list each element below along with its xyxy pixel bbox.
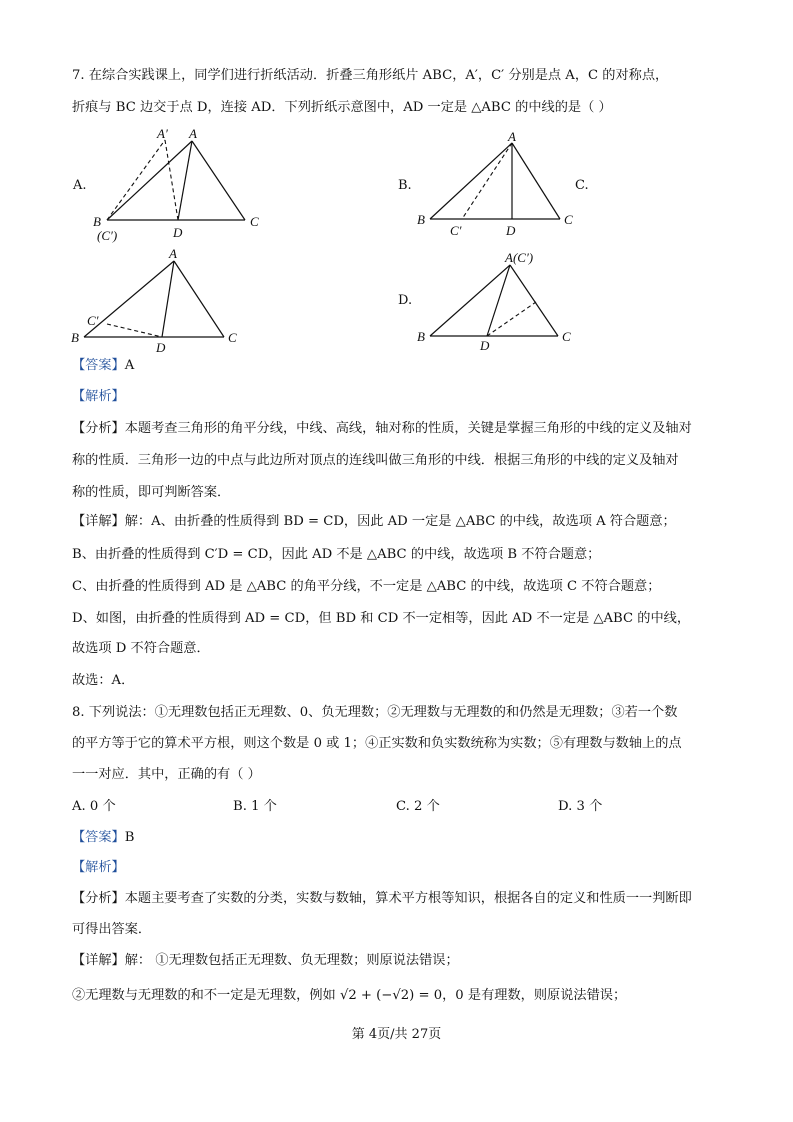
- fig-d-side-ac: [510, 265, 558, 336]
- fig-d-dashed-d-mid: [487, 302, 536, 336]
- q8-answer-tag: 【答案】: [72, 830, 125, 845]
- q7-detail-tag: 【详解】: [72, 514, 125, 529]
- q7-fenxi-line2: 称的性质．三角形一边的中点与此边所对顶点的连线叫做三角形的中线．根据三角形的中线的定义及轴对: [72, 453, 679, 468]
- q8-detail-line1: [72, 951, 459, 971]
- fig-d-label-b: B: [417, 329, 425, 344]
- fig-a-dashed-ba-prime: [107, 140, 165, 220]
- fig-a-label-a-prime: A′: [157, 126, 168, 141]
- figure-a: [85, 122, 275, 247]
- q7-choose: 故选：A．: [72, 673, 135, 688]
- q8-fenxi-text1: 本题主要考查了实数的分类，实数与数轴，算术平方根等知识，根据各自的定义和性质一一判断即: [124, 891, 692, 906]
- q7-stem-line2: 折痕与 BC 边交于点 D，连接 AD．下列折纸示意图中，AD 一定是 △ABC 的中线的是（ ）: [72, 100, 612, 115]
- q8-option-c: C. 2 个: [396, 799, 440, 814]
- q8-analysis-tag-text: 【解析】: [72, 860, 125, 875]
- q7-fenxi-tag: 【分析】: [72, 421, 125, 436]
- q8-fenxi-tag: 【分析】: [72, 891, 125, 906]
- fig-d-label-d: D: [480, 338, 490, 353]
- q7-detail-text1: 解：A、由折叠的性质得到 BD = CD，因此 AD 一定是 △ABC 的中线，故选项 A 符合题意；: [124, 514, 676, 529]
- q7-analysis-tag: [72, 387, 125, 407]
- fig-a-label-c: C: [250, 214, 259, 229]
- fig-b-label-c: C: [564, 212, 573, 227]
- q8-analysis-tag: [72, 858, 125, 878]
- q7-detail-line3: C、由折叠的性质得到 AD 是 △ABC 的角平分线，不一定是 △ABC 的中线，故选项 C 不符合题意；: [72, 579, 661, 594]
- q7-detail-line2: B、由折叠的性质得到 C′D = CD，因此 AD 不是 △ABC 的中线，故选项 B 不符合题意；: [72, 547, 601, 562]
- q8-detail-tag: 【详解】: [72, 953, 125, 968]
- fig-c-side-ac: [174, 261, 224, 337]
- q8-detail-line2: ②无理数与无理数的和不一定是无理数，例如 √2 + (−√2) = 0，0 是有理数，则原说法错误；: [72, 988, 627, 1003]
- fig-b-side-ac: [512, 143, 560, 219]
- q7-option-c-label: C.: [575, 178, 589, 193]
- fig-b-label-b: B: [417, 212, 425, 227]
- q7-detail-line1: [72, 512, 676, 532]
- q7-option-b-label: B.: [398, 178, 412, 193]
- fig-b-label-c-prime: C′: [450, 223, 462, 238]
- q7-analysis-tag-text: 【解析】: [72, 389, 125, 404]
- q7-option-d-label: D.: [398, 293, 413, 308]
- q7-fenxi-line3: 称的性质，即可判断答案．: [72, 485, 231, 500]
- fig-d-label-a-c-prime: A(C′): [505, 250, 534, 265]
- q8-fenxi-line1: [72, 889, 692, 909]
- figure-d: [410, 246, 590, 356]
- fig-c-label-a: A: [169, 246, 177, 261]
- q7-option-a-label: A.: [73, 178, 87, 193]
- q8-option-a: A. 0 个: [72, 799, 116, 814]
- fig-a-dashed-a-prime-d: [165, 140, 178, 220]
- fig-c-label-b: B: [71, 330, 79, 345]
- q8-stem-line3: 一一对应．其中，正确的有（ ）: [72, 767, 261, 782]
- fig-d-label-c: C: [562, 329, 571, 344]
- q7-answer-value: A: [124, 358, 135, 373]
- q7-fenxi-text1: 本题考查三角形的角平分线，中线、高线，轴对称的性质，关键是掌握三角形的中线的定义及轴对: [124, 421, 692, 436]
- fig-c-segment-ad: [162, 261, 174, 337]
- q7-detail-line4: D、如图，由折叠的性质得到 AD = CD，但 BD 和 CD 不一定相等，因此 AD 不一定是 △ABC 的中线，: [72, 611, 691, 626]
- q8-option-b: B. 1 个: [233, 799, 277, 814]
- fig-c-label-d: D: [156, 340, 166, 355]
- page-footer: 第 4页/共 27页: [351, 1027, 442, 1042]
- q8-stem-line1: 8. 下列说法：①无理数包括正无理数、0、负无理数；②无理数与无理数的和仍然是无理数；③若一个数: [72, 705, 678, 720]
- fig-c-dashed-c-prime-d: [107, 324, 162, 337]
- fig-b-dashed-ac-prime: [462, 143, 512, 219]
- q7-detail-line5: 故选项 D 不符合题意．: [72, 641, 210, 656]
- q7-answer: [72, 356, 134, 376]
- figure-c: [62, 244, 252, 359]
- fig-c-label-c: C: [228, 330, 237, 345]
- fig-b-label-d: D: [506, 223, 516, 238]
- fig-a-side-ba: [107, 141, 192, 220]
- fig-b-label-a: A: [508, 129, 516, 144]
- q7-stem-line1: 7. 在综合实践课上，同学们进行折纸活动．折叠三角形纸片 ABC，A′，C′ 分别是点 A，C 的对称点，: [72, 68, 669, 83]
- fig-a-label-d: D: [173, 225, 183, 240]
- fig-a-side-ac: [192, 141, 245, 220]
- figure-b: [410, 128, 585, 243]
- q8-stem-line2: 的平方等于它的算术平方根，则这个数是 0 或 1；④正实数和负实数统称为实数；⑤有理数与数轴上的点: [72, 736, 682, 751]
- q7-answer-tag: 【答案】: [72, 358, 125, 373]
- fig-b-side-ba: [430, 143, 512, 219]
- q8-option-d: D. 3 个: [558, 799, 603, 814]
- q8-answer: [72, 828, 134, 848]
- fig-a-label-c-prime: (C′): [97, 228, 118, 243]
- q7-fenxi-line1: [72, 419, 692, 439]
- q8-fenxi-line2: 可得出答案．: [72, 922, 152, 937]
- fig-a-label-b: B: [93, 214, 101, 229]
- q8-answer-value: B: [124, 830, 135, 845]
- fig-c-label-c-prime: C′: [87, 313, 99, 328]
- fig-a-label-a: A: [189, 126, 197, 141]
- q8-detail-text1: 解： ①无理数包括正无理数、负无理数；则原说法错误；: [124, 953, 459, 968]
